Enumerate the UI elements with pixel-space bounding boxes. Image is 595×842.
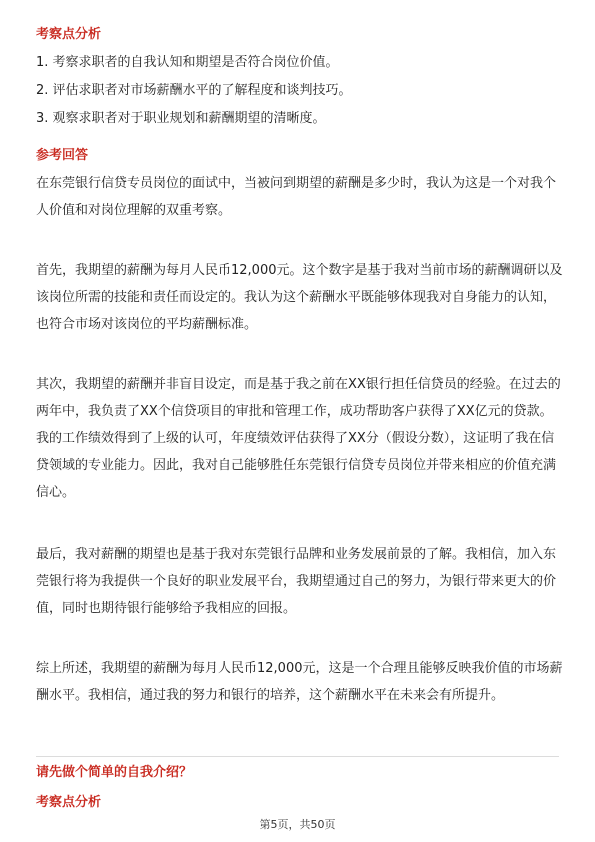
analysis-heading: 考察点分析 xyxy=(36,27,102,42)
answer-paragraph: 在东莞银行信贷专员岗位的面试中，当被问到期望的薪酬是多少时，我认为这是一个对我个人价值和对岗位理解的双重考察。 xyxy=(36,176,557,218)
analysis-point: 2. 评估求职者对市场薪酬水平的了解程度和谈判技巧。 xyxy=(36,83,352,98)
answer-paragraph: 首先，我期望的薪酬为每月人民币12,000元。这个数字是基于我对当前市场的薪酬调研以及该岗位所需的技能和责任而设定的。我认为这个薪酬水平既能够体现我对自身能力的认知，也符合市场对该岗位的平均薪酬标准。 xyxy=(36,263,563,332)
analysis-point: 1. 考察求职者的自我认知和期望是否符合岗位价值。 xyxy=(36,55,339,70)
next-analysis-heading: 考察点分析 xyxy=(36,795,102,810)
answer-paragraph: 最后，我对薪酬的期望也是基于我对东莞银行品牌和业务发展前景的了解。我相信，加入东莞银行将为我提供一个良好的职业发展平台，我期望通过自己的努力，为银行带来更大的价值，同时也期待银行能够给予我相应的回报。 xyxy=(36,547,557,616)
answer-paragraph: 其次，我期望的薪酬并非盲目设定，而是基于我之前在XX银行担任信贷员的经验。在过去的两年中，我负责了XX个信贷项目的审批和管理工作，成功帮助客户获得了XX亿元的贷款。我的工作绩效得到了上级的认可，年度绩效评估获得了XX分（假设分数），这证明了我在信贷领域的专业能力。因此，我对自己能够胜任东莞银行信贷专员岗位并带来相应的价值充满信心。 xyxy=(36,377,561,500)
answer-heading: 参考回答 xyxy=(36,148,89,163)
next-question-title: 请先做个简单的自我介绍？ xyxy=(36,765,193,780)
section-divider xyxy=(36,756,559,757)
answer-paragraph: 综上所述，我期望的薪酬为每月人民币12,000元，这是一个合理且能够反映我价值的市场薪酬水平。我相信，通过我的努力和银行的培养，这个薪酬水平在未来会有所提升。 xyxy=(36,661,563,703)
analysis-point: 3. 观察求职者对于职业规划和薪酬期望的清晰度。 xyxy=(36,111,326,126)
page-indicator: 第5页，共50页 xyxy=(259,818,336,831)
